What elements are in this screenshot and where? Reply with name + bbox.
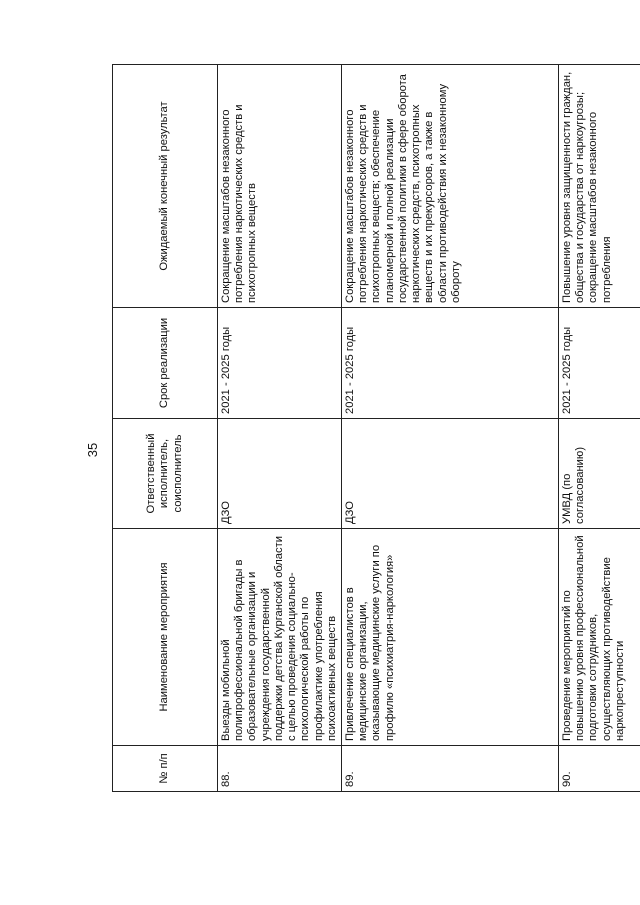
table-container (112, 65, 626, 792)
cell-name: Выезды мобильной полипрофессиональной бригады в образовательные организации и учреждения государственной поддержки детства Курганской области с целью проведения социально-психологической работы по профилактике употребления психоактивных веществ (218, 529, 342, 746)
page-number: 35 (84, 442, 100, 458)
rotated-table (112, 65, 626, 792)
cell-name: Проведение мероприятий по повышению уровня профессиональной подготовки сотрудников, осуществляющих противодействие наркопреступности (558, 529, 640, 746)
cell-result: Повышение уровня защищенности граждан, общества и государства от наркоугрозы; сокращение масштабов незаконного потребления (558, 65, 640, 308)
cell-period: 2021 - 2025 годы (341, 308, 558, 419)
cell-num: 88. (218, 746, 342, 792)
cell-result: Сокращение масштабов незаконного потребления наркотических средств и психотропных веществ (218, 65, 342, 308)
cell-num: 90. (558, 746, 640, 792)
table-row (558, 65, 640, 792)
cell-name: Привлечение специалистов в медицинские организации, оказывающие медицинские услуги по профилю «психиатрия-наркология» (341, 529, 558, 746)
header-period: Срок реализации (113, 308, 218, 419)
cell-responsible: ДЗО (341, 419, 558, 529)
cell-result: Сокращение масштабов незаконного потребления наркотических средств и психотропных веществ; обеспечение планомерной и полной реализации государственной политики в сфере оборота наркотических средств, психотропных веществ и их прекурсоров, а также в области противодействия их незаконному обороту (341, 65, 558, 308)
header-responsible: Ответственный исполнитель, соисполнитель (113, 419, 218, 529)
table-header-row (113, 65, 218, 792)
cell-period: 2021 - 2025 годы (218, 308, 342, 419)
cell-responsible: УМВД (по согласованию) (558, 419, 640, 529)
cell-num: 89. (341, 746, 558, 792)
cell-responsible: ДЗО (218, 419, 342, 529)
measures-table (112, 64, 640, 792)
table-row (218, 65, 342, 792)
header-result: Ожидаемый конечный результат (113, 65, 218, 308)
cell-period: 2021 - 2025 годы (558, 308, 640, 419)
header-name: Наименование мероприятия (113, 529, 218, 746)
header-num: № п/п (113, 746, 218, 792)
table-row (341, 65, 558, 792)
